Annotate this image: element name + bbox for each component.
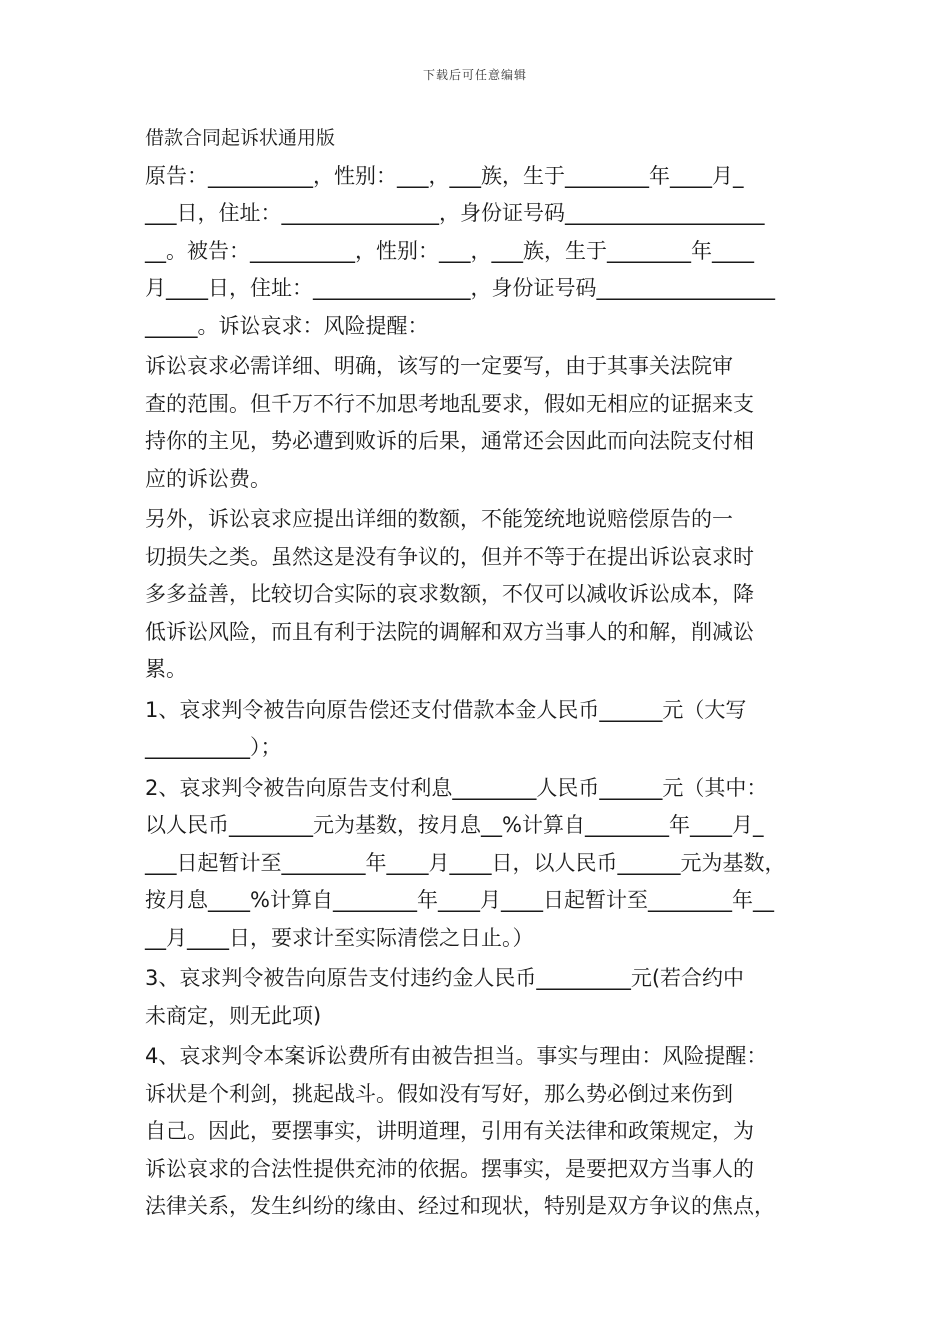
reminder-paragraph-1-line-2: 查的范围。但千万不行不加思考地乱要求，假如无相应的证据来支 xyxy=(145,391,754,416)
claim-1-line-2: __________）； xyxy=(145,735,282,759)
claim-2-line-5: __月____日，要求计至实际清偿之日止。） xyxy=(145,925,534,950)
document-title: 借款合同起诉状通用版 xyxy=(145,127,336,149)
claim-2-line-4: 按月息____%计算自________年____月____日起暂计至________年__ xyxy=(145,888,774,912)
reminder-paragraph-2-line-2: 切损失之类。虽然这是没有争议的，但并不等于在提出诉讼哀求时 xyxy=(145,544,754,569)
reminder-paragraph-1-line-3: 持你的主见，势必遭到败诉的后果，通常还会因此而向法院支付相 xyxy=(145,429,754,453)
facts-paragraph-line-1: 诉状是个利剑，挑起战斗。假如没有写好，那么势必倒过来伤到 xyxy=(145,1081,733,1106)
page-header-note: 下载后可任意编辑 xyxy=(422,68,527,82)
claim-2-line-2: 以人民币________元为基数，按月息__%计算自________年____月_ xyxy=(145,813,764,837)
claim-3-line-1: 3、哀求判令被告向原告支付违约金人民币_________元(若合约中 xyxy=(145,966,745,990)
claim-3-line-2: 未商定，则无此项) xyxy=(145,1003,322,1028)
facts-paragraph-line-2: 自己。因此，要摆事实，讲明道理，引用有关法律和政策规定，为 xyxy=(145,1119,754,1143)
claim-2-line-1: 2、哀求判令被告向原告支付利息________人民币______元（其中： xyxy=(145,775,768,800)
reminder-paragraph-2-line-4: 低诉讼风险，而且有利于法院的调解和双方当事人的和解，削减讼 xyxy=(145,619,754,644)
defendant-line-1: __。被告：__________，性别：___，___族，生于________年____ xyxy=(145,238,754,263)
reminder-paragraph-2-line-5: 累。 xyxy=(145,657,187,681)
plaintiff-line-1: 原告：__________，性别：___，___族，生于________年____月_ xyxy=(145,163,744,188)
facts-paragraph-line-4: 法律关系，发生纠纷的缘由、经过和现状，特别是双方争议的焦点， xyxy=(145,1194,775,1218)
claims-heading: _____。诉讼哀求：风险提醒： xyxy=(145,313,429,338)
claim-4-line: 4、哀求判令本案诉讼费所有由被告担当。事实与理由：风险提醒： xyxy=(145,1044,768,1068)
reminder-paragraph-1-line-4: 应的诉讼费。 xyxy=(145,466,271,491)
claim-2-line-3: ___日起暂计至________年____月____日，以人民币______元为基数， xyxy=(145,850,786,875)
defendant-line-2: 月____日，住址：_______________，身份证号码_________________ xyxy=(145,276,775,300)
reminder-paragraph-1-line-1: 诉讼哀求必需详细、明确，该写的一定要写，由于其事关法院审 xyxy=(145,354,733,378)
reminder-paragraph-2-line-1: 另外，诉讼哀求应提出详细的数额，不能笼统地说赔偿原告的一 xyxy=(145,507,733,531)
reminder-paragraph-2-line-3: 多多益善，比较切合实际的哀求数额，不仅可以减收诉讼成本，降 xyxy=(145,582,754,606)
claim-1-line-1: 1、哀求判令被告向原告偿还支付借款本金人民币______元（大写 xyxy=(145,697,747,722)
plaintiff-line-2: ___日，住址：_______________，身份证号码___________________ xyxy=(145,201,765,225)
facts-paragraph-line-3: 诉讼哀求的合法性提供充沛的依据。摆事实，是要把双方当事人的 xyxy=(145,1156,754,1181)
document-body xyxy=(145,120,810,1226)
